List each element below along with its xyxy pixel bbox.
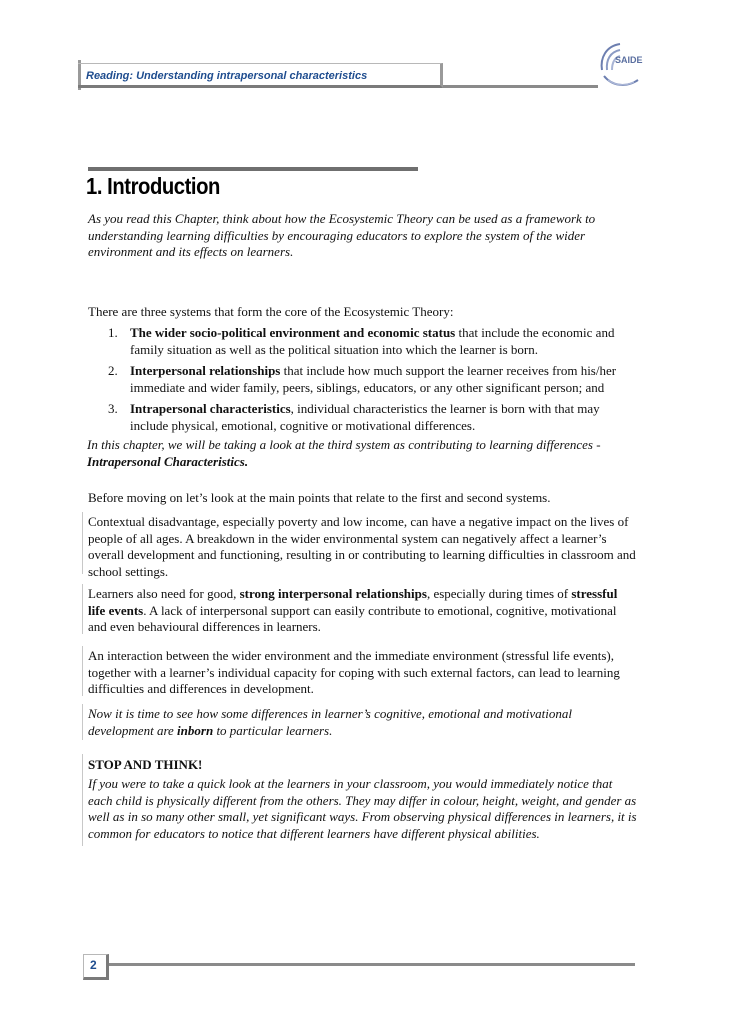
learners-text-e: . A lack of interpersonal support can easily contribute to emotional, cognitive, motivational and even behavioural differences in learners.: [88, 602, 617, 635]
header-rule: [443, 85, 598, 88]
paragraph-border: [82, 512, 83, 574]
learners-bold-d: stressful life events: [88, 586, 618, 618]
chapter-note: [87, 437, 635, 470]
title-rule: [88, 167, 418, 171]
stop-heading: STOP AND THINK!: [88, 757, 203, 772]
before-paragraph: Before moving on let’s look at the main points that relate to the first and second systems.: [88, 490, 551, 505]
list-item-text: , individual characteristics the learner is born with that may include physical, emotional, cognitive or motivational differences.: [130, 401, 600, 433]
learners-paragraph: [88, 586, 636, 636]
page-number: 2: [90, 958, 97, 972]
saide-logo: [594, 40, 646, 92]
intro-paragraph: As you read this Chapter, think about how the Ecosystemic Theory can be used as a framework to understanding learning difficulties by encouraging educators to explore the system of the wider environment and its effects on learners.: [88, 211, 596, 260]
list-item-text: that include how much support the learner receives from his/her immediate and wider family, peers, siblings, educators, or any other significant person; and: [130, 363, 617, 395]
paragraph-border: [82, 584, 83, 634]
list-item-text: that include the economic and family situation as well as the political situation into which the learner is born.: [130, 325, 615, 357]
interaction-paragraph: An interaction between the wider environment and the immediate environment (stressful life events), together with a learner’s individual capacity for coping with such external factors, can lead to learning difficulties and differences in development.: [88, 648, 620, 697]
now-bold: inborn: [177, 722, 214, 738]
chapter-note-text: In this chapter, we will be taking a look at the third system as contributing to learning differences -: [87, 437, 601, 452]
list-item: [88, 363, 636, 396]
observe-paragraph: If you were to take a quick look at the learners in your classroom, you would immediately notice that each child is physically different from the others. They may differ in colour, height, weight, and gender as well as in so many other small, yet significant ways. From observing physical differences in learners, it is common for educators to notice that different learners have different physical abilities.: [88, 776, 637, 841]
learners-bold-b: strong interpersonal relationships: [239, 586, 427, 601]
paragraph-border: [82, 646, 83, 696]
footer-rule: [109, 963, 635, 966]
list-item-bold: Interpersonal relationships: [130, 363, 281, 379]
paragraph-border: [82, 704, 83, 740]
chapter-note-bold: Intrapersonal Characteristics.: [87, 453, 249, 469]
systems-lead: There are three systems that form the core of the Ecosystemic Theory:: [88, 304, 454, 319]
learners-text-c: , especially during times of: [426, 586, 572, 601]
list-item: [88, 401, 636, 434]
paragraph-border: [82, 754, 83, 846]
contextual-paragraph: Contextual disadvantage, especially poverty and low income, can have a negative impact on the lives of people of all ages. A breakdown in the wider environmental system can negatively affect a learner’s overall development and functioning, resulting in or contributing to learning difficulties in classroom and school settings.: [88, 514, 636, 579]
list-number: 1.: [108, 325, 118, 340]
now-paragraph: [88, 706, 636, 739]
list-number: 3.: [108, 401, 118, 417]
header-title: Reading: Understanding intrapersonal characteristics: [86, 70, 368, 82]
logo-text: SAIDE: [615, 55, 643, 65]
list-item-bold: The wider socio-political environment and economic status: [130, 325, 456, 340]
chapter-title: 1. Introduction: [86, 173, 220, 199]
now-text-c: to particular learners.: [213, 722, 333, 738]
list-number: 2.: [108, 363, 118, 379]
systems-list: [88, 325, 636, 440]
list-item-bold: Intrapersonal characteristics: [130, 401, 291, 417]
learners-text-a: Learners also need for good,: [88, 586, 240, 601]
list-item: [88, 325, 636, 358]
now-text-a: Now it is time to see how some differences in learner’s cognitive, emotional and motivational development are: [88, 706, 572, 738]
